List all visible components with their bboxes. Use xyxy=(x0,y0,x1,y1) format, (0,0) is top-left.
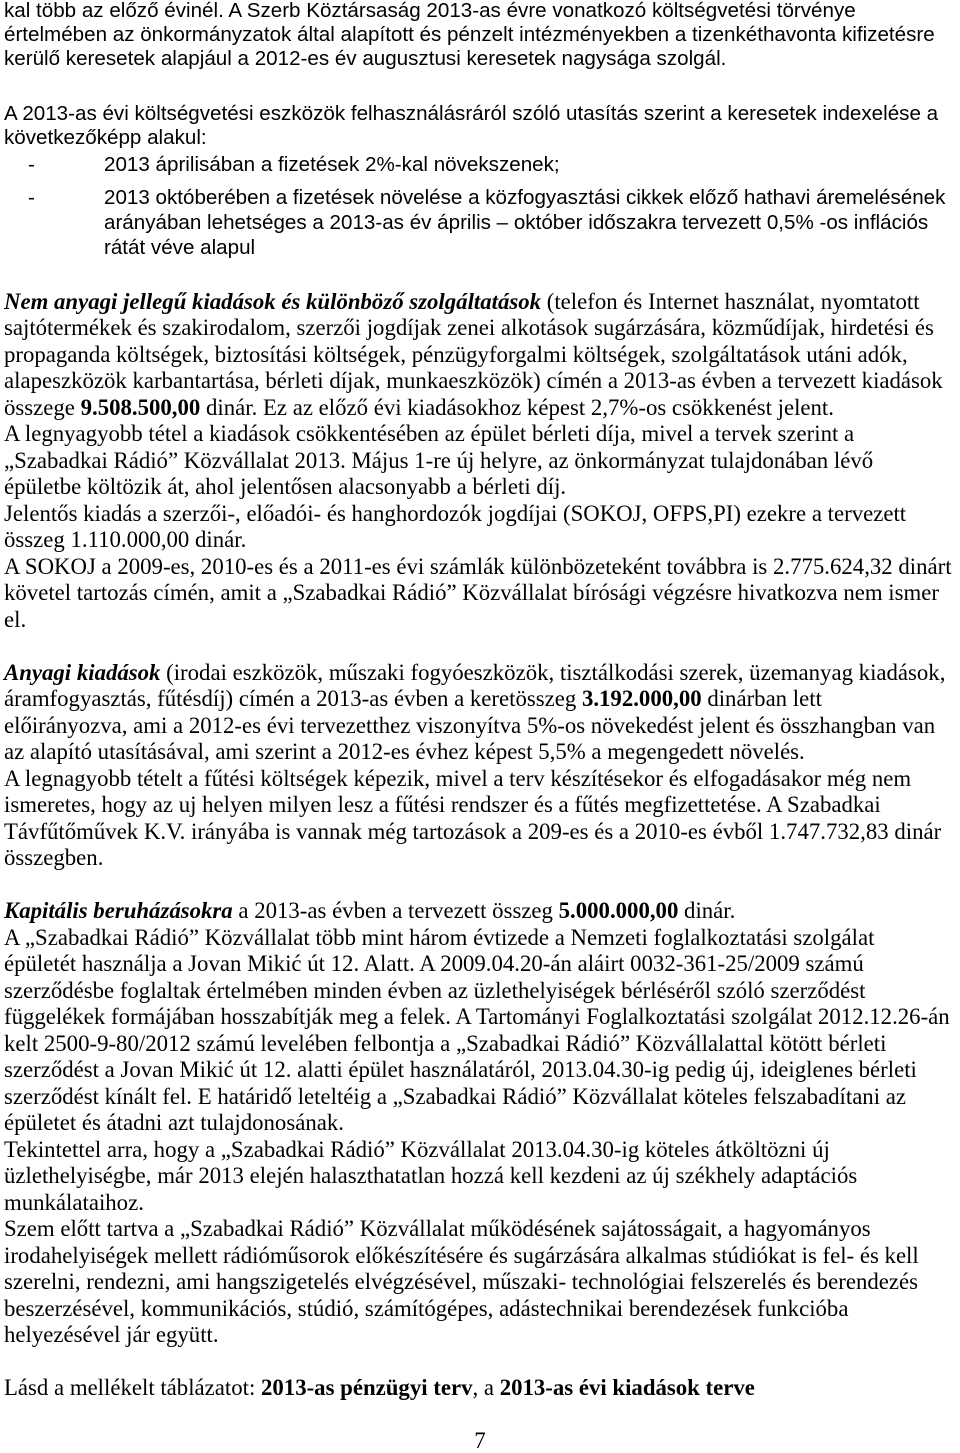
paragraph-line: alapeszközök karbantartása, bérleti díjak, munkaeszközök) címén a 2013-as évben a tervezett kiadások xyxy=(4,368,943,394)
bold-amount: 3.192.000,00 xyxy=(581,686,702,712)
paragraph-line: függelékek formájában hosszabítják meg a felek. A Tartományi Foglalkoztatási szolgálat 2012.12.26-án xyxy=(4,1004,950,1030)
paragraph-line: irodahelyiségek mellett rádióműsorok előkészítésére és sugárzására alkalmas stúdiókat is fel- és kell xyxy=(4,1242,919,1268)
paragraph-line: kal több az előző évinél. A Szerb Köztársaság 2013-as évre vonatkozó költségvetési törvénye xyxy=(4,0,856,22)
paragraph-line xyxy=(4,395,956,422)
bold-amount: 5.000.000,00 xyxy=(558,898,679,924)
list-item-line: arányában lehetséges a 2013-as év április – október időszakra tervezett 0,5% -os inflációs xyxy=(104,210,929,234)
line-text: Lásd a mellékelt táblázatot: xyxy=(4,1375,261,1401)
budget-sections xyxy=(4,289,956,1402)
paragraph-line: Tekintettel arra, hogy a „Szabadkai Rádió” Közvállalat 2013.04.30-ig köteles átköltözni új xyxy=(4,1136,830,1162)
paragraph-line: szerződést a Jovan Mikić út 12. alatti épület használatáról, 2013.04.30-ig pedig új, ideiglenes bérleti xyxy=(4,1057,917,1083)
paragraph-line: üzlethelyiségbe, már 2013 elején halaszthatatlan hozzá kell kezdeni az új székhely adaptációs xyxy=(4,1163,858,1189)
list-item-line: 2013 áprilisában a fizetések 2%-kal növekszenek; xyxy=(104,152,560,176)
attachment-title: 2013-as pénzügyi terv xyxy=(261,1375,473,1401)
material-expenses-section xyxy=(4,660,956,872)
page-number: 7 xyxy=(474,1428,486,1453)
list-item xyxy=(4,185,956,260)
paragraph-line: A legnyagyobb tétel a kiadások csökkentésében az épület bérleti díja, mivel a tervek szerint a xyxy=(4,421,855,447)
paragraph-line: összegben. xyxy=(4,845,104,871)
paragraph-line: épületet és átadni azt tulajdonosának. xyxy=(4,1110,344,1136)
attachments-reference xyxy=(4,1375,956,1402)
line-text: (irodai eszközök, műszaki fogyóeszközök, tisztálkodási szerek, üzemanyag kiadások, xyxy=(160,659,946,685)
paragraph-line: szerződésbe foglaltak értelmében minden évben az üzlethelyiségek bérléséről szóló szerződést xyxy=(4,977,866,1003)
paragraph-line: szerelni, rendezni, ami hangszigetelés elvégzésével, műszaki- technológiai felszerelés és berendezés xyxy=(4,1269,918,1295)
paragraph-line: kerülő keresetek alapjául a 2012-es év augusztusi keresetek nagysága szolgál. xyxy=(4,47,727,70)
paragraph-line: sajtótermékek és szakirodalom, szerzői jogdíjak zenei alkotások sugárzására, közműdíjak, hirdetési és xyxy=(4,315,934,341)
paragraph-line xyxy=(4,660,956,687)
intro-paragraph xyxy=(4,0,956,71)
indexing-list xyxy=(4,152,956,260)
paragraph-line: Jelentős kiadás a szerzői-, előadói- és hanghordozók jogdíjai (SOKOJ, OFPS,PI) ezekre a tervezett xyxy=(4,500,907,526)
paragraph-line: követel tartozás címén, amit a „Szabadkai Rádió” Közvállalat bírósági végzésre hivatkozva nem ismer xyxy=(4,580,939,606)
list-item-line: rátát véve alapul xyxy=(104,235,256,259)
list-item xyxy=(4,152,956,177)
section-heading: Anyagi kiadások xyxy=(4,659,161,685)
paragraph-line: összeg 1.110.000,00 dinár. xyxy=(4,527,247,553)
paragraph-line: A 2013-as évi költségvetési eszközök felhasználásráról szóló utasítás szerint a keresetek indexelése a xyxy=(4,102,939,125)
paragraph-line xyxy=(4,898,956,925)
paragraph-line: A legnagyobb tételt a fűtési költségek képezik, mivel a terv készítésekor és elfogadásakor még nem xyxy=(4,765,912,791)
paragraph-line: szerződést kínált fel. E határidő leteltéig a „Szabadkai Rádió” Közvállalat köteles felszabadítani az xyxy=(4,1083,906,1109)
paragraph-line: épületbe költözik át, ahol jelentősen alacsonyabb a bérleti díj. xyxy=(4,474,567,500)
paragraph-line: következőképp alakul: xyxy=(4,126,207,149)
paragraph-line: előirányozva, ami a 2012-es évi tervezetthez viszonyítva 5%-os növekedést jelent és összhangban van xyxy=(4,712,936,738)
paragraph-line: az alapító utasításával, ami szerint a 2012-es évhez képest 5,5% a megengedett növelés. xyxy=(4,739,805,765)
list-bullet: - xyxy=(28,152,35,176)
line-text: (telefon és Internet használat, nyomtatott xyxy=(541,288,920,314)
paragraph-line: el. xyxy=(4,606,27,632)
bold-amount: 9.508.500,00 xyxy=(80,394,201,420)
paragraph-line: munkálataihoz. xyxy=(4,1189,144,1215)
line-text: dinár. Ez az előző évi kiadásokhoz képest 2,7%-os csökkenést jelent. xyxy=(200,394,834,420)
paragraph-line: Távfűtőművek K.V. irányába is vannak még tartozások a 209-es és a 2010-es évből 1.747.732,83 dinár xyxy=(4,818,942,844)
paragraph-line: „Szabadkai Rádió” Közvállalat 2013. Május 1-re új helyre, az önkormányzat tulajdonában lévő xyxy=(4,447,874,473)
line-text: , a xyxy=(472,1375,500,1401)
paragraph-line xyxy=(4,289,956,316)
line-text: dinár. xyxy=(678,898,736,924)
paragraph-line: kelt 2500-9-80/2012 számú levelében felbontja a „Szabadkai Rádió” Közvállalattal kötött bérleti xyxy=(4,1030,887,1056)
paragraph-line: A „Szabadkai Rádió” Közvállalat több mint három évtizede a Nemzeti foglalkoztatási szolgálat xyxy=(4,924,875,950)
paragraph-line: épületét használja a Jovan Mikić út 12. Alatt. A 2009.04.20-án aláirt 0032-361-25/2009 számú xyxy=(4,951,864,977)
paragraph-line xyxy=(4,686,956,713)
list-bullet: - xyxy=(28,185,35,209)
indexing-paragraph xyxy=(4,102,956,260)
section-heading: Kapitális beruházásokra xyxy=(4,898,233,924)
list-item-line: 2013 októberében a fizetések növelése a közfogyasztási cikkek előző hathavi áremelésének xyxy=(104,185,946,209)
line-text: a 2013-as évben a tervezett összeg xyxy=(232,898,559,924)
line-text: dinárban lett xyxy=(701,686,822,712)
non-material-expenses-section xyxy=(4,289,956,634)
paragraph-line: A SOKOJ a 2009-es, 2010-es és a 2011-es évi számlák különbözeteként továbbra is 2.775.624,32 dinárt xyxy=(4,553,952,579)
paragraph-line: ismeretes, hogy az uj helyen milyen lesz a fűtési rendszer és a fűtés megfizettetése. A Szabadkai xyxy=(4,792,881,818)
line-text: áramfogyasztás, fűtésdíj) címén a 2013-as évben a keretösszeg xyxy=(4,686,582,712)
attachment-title: 2013-as évi kiadások terve xyxy=(499,1375,755,1401)
paragraph-line: helyezésével jár együtt. xyxy=(4,1322,219,1348)
section-heading: Nem anyagi jellegű kiadások és különböző szolgáltatások xyxy=(4,288,542,314)
paragraph-line xyxy=(4,1375,956,1402)
paragraph-line: értelmében az önkormányzatok által alapított és pénzelt intézményekben a tizenkéthavonta kifizetésre xyxy=(4,23,935,46)
paragraph-line: Szem előtt tartva a „Szabadkai Rádió” Közvállalat működésének sajátosságait, a hagyományos xyxy=(4,1216,871,1242)
capital-investments-section xyxy=(4,898,956,1349)
paragraph-line: beszerzésével, kommunikációs, stúdió, számítógépes, adástechnikai berendezések funkcióba xyxy=(4,1295,849,1321)
paragraph-line: propaganda költségek, biztosítási költségek, pénzügyforgalmi költségek, szolgáltatások utáni adók, xyxy=(4,341,908,367)
line-text: összege xyxy=(4,394,81,420)
